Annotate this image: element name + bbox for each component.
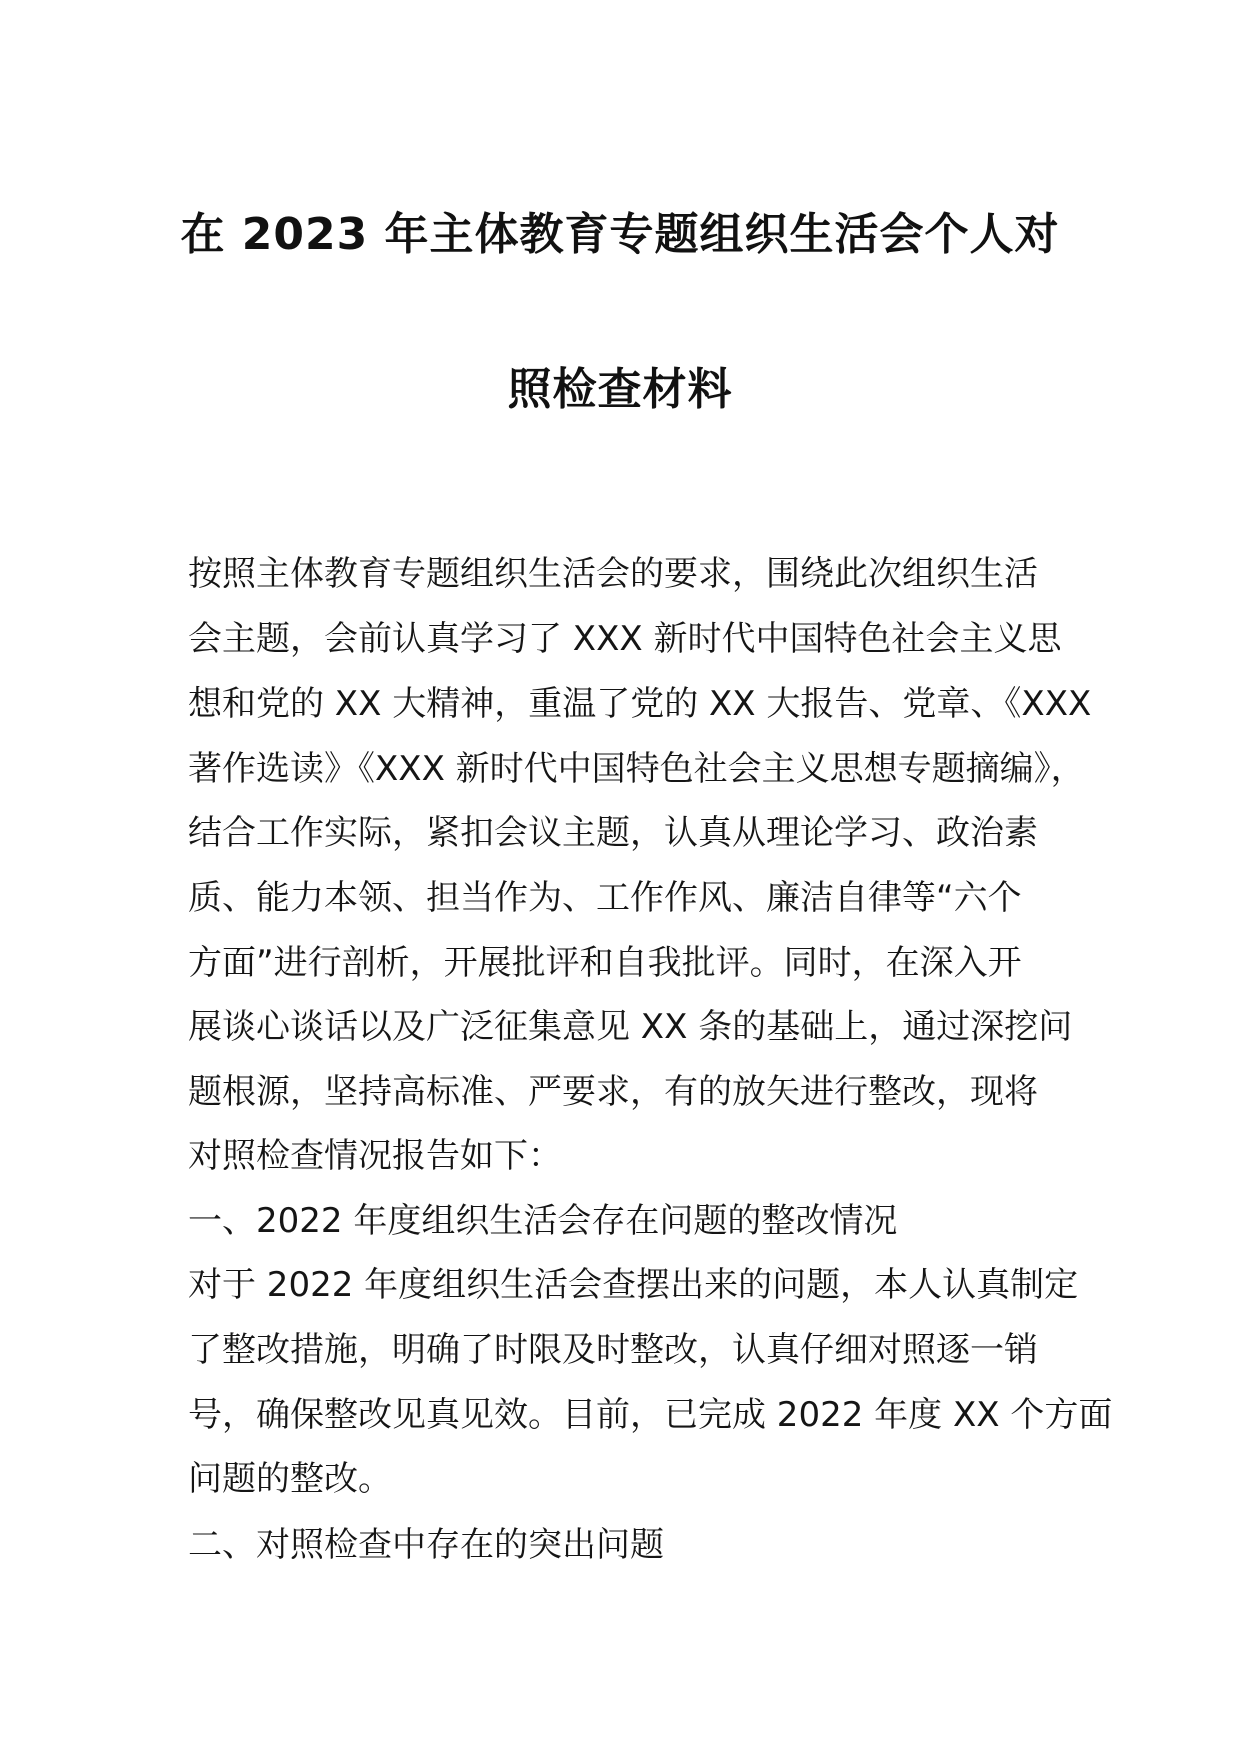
paragraph-line: 质、能力本领、担当作为、工作作风、廉洁自律等“六个 — [188, 878, 1022, 918]
paragraph-line: 想和党的 XX 大精神，重温了党的 XX 大报告、党章、《XXX — [188, 684, 1092, 724]
paragraph-line: 会主题，会前认真学习了 XXX 新时代中国特色社会主义思 — [188, 619, 1062, 659]
paragraph-line: 对于 2022 年度组织生活会查摆出来的问题，本人认真制定 — [188, 1265, 1079, 1305]
paragraph-line: 号，确保整改见真见效。目前，已完成 2022 年度 XX 个方面 — [188, 1395, 1113, 1435]
section-heading-1: 一、2022 年度组织生活会存在问题的整改情况 — [188, 1201, 898, 1241]
paragraph-line: 方面”进行剖析，开展批评和自我批评。同时，在深入开 — [188, 943, 1022, 983]
paragraph-line: 题根源，坚持高标准、严要求，有的放矢进行整改，现将 — [188, 1072, 1038, 1112]
paragraph-line: 展谈心谈话以及广泛征集意见 XX 条的基础上，通过深挖问 — [188, 1007, 1073, 1047]
document-title-line-1: 在 2023 年主体教育专题组织生活会个人对 — [180, 209, 1060, 260]
paragraph-line: 按照主体教育专题组织生活会的要求，围绕此次组织生活 — [188, 554, 1038, 594]
section-heading-2: 二、对照检查中存在的突出问题 — [188, 1525, 664, 1565]
paragraph-line: 著作选读》《XXX 新时代中国特色社会主义思想专题摘编》， — [188, 749, 1085, 789]
document-title-line-2: 照检查材料 — [507, 364, 733, 415]
paragraph-line: 对照检查情况报告如下： — [188, 1136, 562, 1176]
paragraph-line: 问题的整改。 — [188, 1459, 392, 1499]
paragraph-line: 了整改措施，明确了时限及时整改，认真仔细对照逐一销 — [188, 1330, 1038, 1370]
paragraph-line: 结合工作实际，紧扣会议主题，认真从理论学习、政治素 — [188, 813, 1038, 853]
